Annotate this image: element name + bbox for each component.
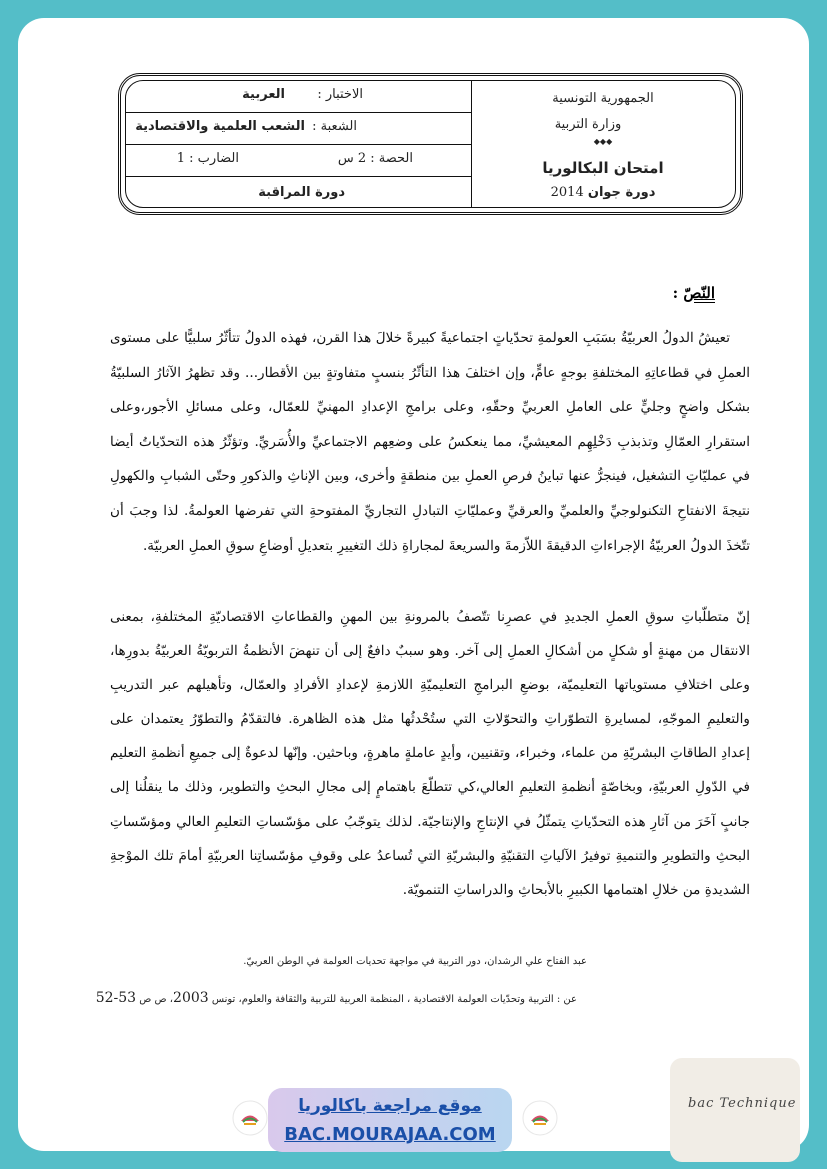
session-year: 2014	[550, 185, 584, 200]
country-name: الجمهورية التونسية	[552, 91, 654, 106]
section-title-colon: :	[672, 284, 679, 302]
reference-year: 2003	[173, 990, 209, 1006]
subject-value: العربية	[242, 87, 285, 102]
header-details	[126, 81, 472, 207]
bac-technique-stamp	[670, 1058, 800, 1162]
session-line	[471, 185, 735, 200]
ministry-name: وزارة التربية	[554, 117, 622, 132]
session-type-row	[126, 177, 471, 208]
exam-sheet	[18, 18, 809, 1151]
ornament-icon: ◆◆◆	[593, 137, 613, 146]
subject-row	[126, 81, 471, 113]
exam-title: امتحان البكالوريا	[542, 159, 664, 177]
header-institution	[471, 81, 735, 207]
banner-arabic-link[interactable]: موقع مراجعة باكالوريا	[298, 1096, 482, 1116]
exam-header	[118, 73, 743, 215]
source-author: عبد الفتاح علي الرشدان، دور التربية في مواجهة تحديات العولمة في الوطن العربيّ.	[243, 956, 587, 967]
session-type: دورة المراقبة	[258, 185, 345, 200]
session-label: دورة جوان	[587, 185, 656, 200]
site-logo-left-icon	[232, 1100, 268, 1136]
reference-pages: 52-53	[95, 990, 137, 1006]
site-banner[interactable]	[268, 1088, 512, 1152]
duration-row	[126, 145, 471, 177]
branch-value: الشعب العلمية والاقتصادية	[135, 119, 305, 134]
site-logo-right-icon	[522, 1100, 558, 1136]
paragraph-1: تعيشُ الدولُ العربيّةُ بسَبَبِ العولمةِ تحدّياتٍ اجتماعيةً كبيرةً خلالَ هذا القرن، فهذه الدولُ تتأثّرُ سلبيًّا على مستوى العملِ في قطاعاتِهِ المختلفةِ بوجهٍ عامٍّ، وإن اختلفَ هذا التأثّرُ بنسبٍ متفاوتةٍ بين الأقطار... وقد تظهرُ الآثارُ السلبيّةُ بشكل واضحٍ وجليٍّ على العاملِ العربيِّ وحقّهِ، وعلى برامجِ الإعدادِ المهنيِّ للعمّال، وعلى مسائلِ الأجور،وعلى استقرارِ العمّالِ وتذبذبِ دَخْلِهِم المعيشيِّ، مما ينعكسُ على وضعِهم الاجتماعيِّ والأُسَريِّ. وتؤثّرُ هذه التحدّياتُ أيضا في عمليّاتِ التشغيل، فينجرُّ عنها تباينُ فرصِ العملِ بين منطقةٍ وأخرى، وبين الإناثِ والذكورِ وحتّى الشبابِ والكهولِ نتيجةَ الانفتاحِ التكنولوجيِّ والعلميِّ والعرقيِّ وعمليّاتِ التبادلِ التجاريِّ المفتوحةِ التي تفرضها العولمةُ. لذا وجبَ أن تتّخذَ الدولُ العربيّةُ الإجراءاتِ الدقيقةَ اللاّزمةَ والسريعةَ لمجاراةِ ذلك التغييرِ بتعديلِ أوضاعِ سوقِ العملِ العربيّة.	[110, 330, 750, 554]
source-reference	[96, 990, 577, 1006]
subject-label: الاختبار :	[317, 87, 363, 102]
reference-pages-label: ، ص ص	[139, 994, 174, 1005]
reference-prefix: عن : التربية وتحدّيات العولمة الاقتصادية ، المنظمة العربية للتربية والثقافة والعلوم، تونس	[211, 994, 577, 1005]
coefficient: الضارب : 1	[176, 151, 239, 166]
stamp-text: bac Technique	[688, 1096, 797, 1111]
banner-url-link[interactable]: BAC.MOURAJAA.COM	[284, 1124, 496, 1145]
section-title-text: النّصّ	[683, 284, 715, 302]
duration: الحصة : 2 س	[337, 151, 413, 166]
paragraph-2: إنّ متطلّباتِ سوقِ العملِ الجديدِ في عصرِنا تتّصفُ بالمرونةِ بين المهنِ والقطاعاتِ الاقتصاديّةِ المختلفةِ، بمعنى الانتقال من مهنةٍ أو شكلٍ من أشكالِ العملِ إلى آخر. وهو سببٌ دافعٌ إلى أن تنهضَ الأنظمةُ التربويّةُ العربيّةُ بدورِها، وعلى اختلافِ مستوياتها التعليميّة، بوضعِ البرامجِ التعليميّةِ اللازمةِ لإعدادِ الأفرادِ والعمّال، وتأهيلهم عبر التدريبِ والتعليمِ الموجّهِ، لمسايرةِ التطوّراتِ والتحوّلاتِ التي ستُحْدثُها مثل هذه الظاهرة. فالتقدّمُ والتطوّرُ يعتمدان على إعدادِ الطاقاتِ البشريّةِ من علماء، وخبراء، وتقنيين، وأيدٍ عاملةٍ ماهرةٍ، وباحثين. وإنّها لدعوةٌ إلى جميعِ أنظمةِ التعليم في الدّولِ العربيّةِ، وبخاصّةٍ أنظمةِ التعليمِ العالي،كي تتطلّعَ باهتمامٍ إلى مجالِ البحثِ والتطوير، وذلك ما ينقلُنا إلى جانبٍ آخَرَ من آثارِ هذه التحدّياتِ يتمثّلُ في الإنتاجِ والإنتاجيّة. لذلك يتوجّبُ على مؤسّساتِ التعليمِ العالي ومؤسّساتِ البحثِ والتطويرِ والتنميةِ توفيرُ الآلياتِ التقنيّةِ والبشريّةِ التي تُساعدُ على وقوفِ مؤسّساتِنا العربيّةِ أمامَ تلك الموْجةِ الشديدةِ من خلالِ اهتمامها الكبيرِ بالأبحاثِ والدراساتِ التنمويّة.	[110, 609, 750, 898]
branch-row	[126, 113, 471, 145]
branch-label: الشعبة :	[312, 119, 357, 134]
text-section-title	[673, 284, 715, 302]
